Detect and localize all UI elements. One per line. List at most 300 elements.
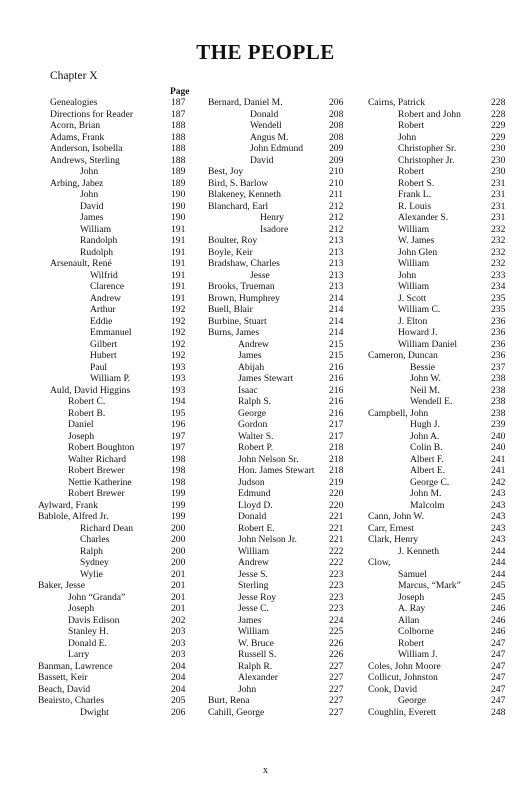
entry-name: J. Scott [398, 292, 427, 304]
entry-name: Banman, Lawrence [38, 660, 113, 672]
index-entry [38, 454, 194, 466]
entry-page-number: 221 [329, 511, 344, 522]
entry-name: Malcolm [410, 499, 445, 511]
entry-page-number: 215 [329, 350, 344, 361]
entry-page-number: 229 [491, 120, 506, 131]
entry-page-number: 204 [171, 683, 186, 695]
index-entry [38, 224, 194, 236]
entry-name: Wylie [80, 568, 103, 580]
index-entry [38, 339, 194, 351]
index-entry [208, 247, 348, 259]
entry-name: Genealogies [50, 97, 98, 108]
entry-name: William Daniel [398, 338, 458, 350]
entry-page-number: 234 [491, 281, 506, 292]
entry-name: George C. [410, 476, 450, 488]
entry-page-number: 212 [329, 223, 344, 235]
entry-name: John [80, 166, 99, 177]
entry-name: William J. [398, 649, 438, 660]
entry-page-number: 217 [329, 419, 344, 430]
entry-page-number: 216 [329, 407, 344, 419]
entry-name: Ralph [80, 545, 103, 557]
entry-name: William C. [398, 304, 441, 315]
index-entry [368, 316, 512, 328]
index-column-3 [368, 97, 512, 718]
index-entry [38, 189, 194, 201]
entry-page-number: 240 [491, 442, 506, 453]
entry-page-number: 198 [171, 465, 186, 476]
entry-name: Charles [80, 534, 110, 545]
entry-page-number: 244 [491, 545, 506, 557]
entry-page-number: 221 [329, 534, 344, 545]
index-entry [38, 166, 194, 178]
index-entry [38, 695, 194, 707]
entry-name: Abijah [238, 361, 265, 373]
entry-page-number: 240 [491, 430, 506, 442]
entry-name: Acorn, Brian [50, 120, 101, 131]
index-entry [38, 235, 194, 247]
entry-page-number: 205 [171, 695, 186, 706]
entry-page-number: 216 [329, 384, 344, 396]
index-entry [368, 672, 512, 684]
index-entry [208, 569, 348, 581]
index-entry [38, 258, 194, 270]
entry-page-number: 229 [491, 131, 506, 143]
entry-page-number: 192 [171, 315, 186, 327]
index-entry [208, 442, 348, 454]
index-entry [368, 649, 512, 661]
entry-page-number: 246 [491, 626, 506, 637]
index-entry [208, 339, 348, 351]
index-entry [368, 212, 512, 224]
index-entry [208, 281, 348, 293]
entry-name: Isaac [238, 384, 258, 396]
entry-page-number: 227 [329, 695, 344, 706]
entry-page-number: 228 [491, 108, 506, 120]
entry-page-number: 227 [329, 683, 344, 695]
index-entry [38, 155, 194, 167]
entry-name: James [238, 614, 262, 626]
index-entry [38, 580, 194, 592]
entry-name: Blakeney, Kenneth [208, 189, 281, 200]
entry-name: Andrew [90, 292, 121, 304]
entry-page-number: 210 [329, 166, 344, 177]
entry-page-number: 227 [329, 672, 344, 683]
entry-name: Cahill, George [208, 706, 265, 718]
index-entry [368, 270, 512, 282]
index-entry [208, 212, 348, 224]
index-entry [208, 603, 348, 615]
index-entry [368, 638, 512, 650]
entry-page-number: 235 [491, 304, 506, 315]
entry-name: Jesse [250, 269, 270, 281]
entry-page-number: 206 [171, 706, 186, 718]
index-entry [368, 339, 512, 351]
entry-name: James [238, 350, 262, 361]
index-entry [208, 592, 348, 604]
index-entry [38, 431, 194, 443]
entry-page-number: 245 [491, 580, 506, 591]
entry-page-number: 236 [491, 338, 506, 350]
entry-name: Christopher Jr. [398, 154, 455, 166]
entry-page-number: 233 [491, 269, 506, 281]
entry-page-number: 232 [491, 223, 506, 235]
entry-name: William [80, 223, 112, 235]
index-entry [38, 557, 194, 569]
entry-name: Davis Edison [68, 614, 120, 626]
index-entry [38, 396, 194, 408]
entry-name: Robert Boughton [68, 442, 135, 453]
index-entry [368, 511, 512, 523]
entry-name: Beach, David [38, 683, 91, 695]
index-entry [368, 626, 512, 638]
entry-name: J. Elton [398, 315, 428, 327]
entry-name: William [238, 545, 270, 557]
entry-page-number: 212 [329, 212, 344, 223]
index-entry [208, 684, 348, 696]
entry-name: William P. [90, 373, 131, 384]
entry-name: Cairns, Patrick [368, 97, 426, 108]
index-entry [208, 488, 348, 500]
entry-name: Robert P. [238, 442, 274, 453]
entry-name: James Stewart [238, 373, 294, 384]
entry-page-number: 227 [329, 706, 344, 718]
entry-page-number: 188 [171, 120, 186, 131]
entry-page-number: 239 [491, 419, 506, 430]
index-entry [208, 327, 348, 339]
entry-name: Robert Brewer [68, 465, 125, 476]
entry-page-number: 213 [329, 258, 344, 269]
entry-page-number: 226 [329, 637, 344, 649]
entry-name: Allan [398, 614, 420, 626]
entry-name: Jesse C. [238, 603, 269, 614]
entry-name: Andrews, Sterling [50, 154, 120, 166]
entry-page-number: 191 [171, 292, 186, 304]
index-entry [368, 235, 512, 247]
index-entry [368, 615, 512, 627]
entry-page-number: 238 [491, 384, 506, 396]
entry-page-number: 232 [491, 258, 506, 269]
entry-name: Edmund [238, 488, 271, 499]
entry-page-number: 213 [329, 281, 344, 292]
entry-name: Howard J. [398, 327, 438, 338]
index-entry [368, 408, 512, 420]
entry-page-number: 201 [171, 591, 186, 603]
index-entry [368, 304, 512, 316]
entry-page-number: 197 [171, 430, 186, 442]
index-entry [368, 419, 512, 431]
entry-page-number: 209 [329, 154, 344, 166]
entry-name: Anderson, Isobella [50, 143, 123, 154]
entry-page-number: 191 [171, 223, 186, 235]
entry-name: Collicut, Johnston [368, 672, 438, 683]
entry-page-number: 214 [329, 315, 344, 327]
index-entry [368, 442, 512, 454]
index-entry [38, 143, 194, 155]
entry-name: Stanley H. [68, 626, 109, 637]
entry-page-number: 200 [171, 522, 186, 534]
index-entry [38, 201, 194, 213]
entry-page-number: 228 [491, 97, 506, 108]
entry-name: Colborne [398, 626, 434, 637]
entry-page-number: 208 [329, 108, 344, 120]
index-entry [368, 327, 512, 339]
index-entry [368, 120, 512, 132]
entry-page-number: 204 [171, 672, 186, 683]
index-entry [368, 201, 512, 213]
entry-page-number: 225 [329, 626, 344, 637]
entry-page-number: 210 [329, 177, 344, 189]
entry-name: Wendell E. [410, 396, 453, 407]
entry-name: Andrew [238, 338, 269, 350]
entry-page-number: 243 [491, 488, 506, 499]
entry-page-number: 216 [329, 373, 344, 384]
entry-page-number: 244 [491, 557, 506, 568]
entry-name: Clark, Henry [368, 534, 419, 545]
entry-page-number: 237 [491, 361, 506, 373]
entry-page-number: 195 [171, 407, 186, 419]
index-entry [38, 385, 194, 397]
index-entry [38, 523, 194, 535]
entry-name: W. James [398, 235, 435, 246]
entry-name: Emmanuel [90, 327, 132, 338]
entry-name: Burt, Rena [208, 695, 250, 706]
index-entry [368, 189, 512, 201]
entry-name: Marcus, “Mark” [398, 580, 461, 591]
entry-page-number: 206 [329, 97, 344, 108]
entry-page-number: 199 [171, 511, 186, 522]
index-entry [38, 672, 194, 684]
index-entry [38, 465, 194, 477]
entry-name: Alexander [238, 672, 278, 683]
entry-page-number: 248 [491, 706, 506, 718]
entry-page-number: 208 [329, 120, 344, 131]
index-entry [208, 120, 348, 132]
index-entry [208, 373, 348, 385]
index-entry [208, 132, 348, 144]
index-entry [368, 431, 512, 443]
entry-name: Buell, Blair [208, 304, 253, 315]
entry-page-number: 201 [171, 568, 186, 580]
entry-name: Boyle, Keir [208, 246, 253, 258]
entry-page-number: 220 [329, 488, 344, 499]
entry-name: Walter Richard [68, 453, 127, 465]
index-entry [208, 189, 348, 201]
entry-page-number: 238 [491, 373, 506, 384]
entry-name: David [80, 200, 104, 212]
entry-page-number: 213 [329, 235, 344, 246]
index-entry [208, 166, 348, 178]
entry-name: Donald [238, 511, 267, 522]
index-entry [208, 143, 348, 155]
entry-name: Jesse Roy [238, 591, 277, 603]
entry-page-number: 236 [491, 350, 506, 361]
entry-page-number: 190 [171, 212, 186, 223]
entry-page-number: 198 [171, 453, 186, 465]
entry-name: Judson [238, 476, 265, 488]
entry-name: Joseph [68, 430, 95, 442]
entry-name: Bird, S. Barlow [208, 177, 269, 189]
index-entry [368, 580, 512, 592]
index-entry [38, 316, 194, 328]
index-entry [208, 419, 348, 431]
index-entry [208, 270, 348, 282]
index-entry [368, 592, 512, 604]
index-entry [38, 615, 194, 627]
entry-page-number: 190 [171, 200, 186, 212]
entry-name: Gilbert [90, 338, 118, 350]
index-entry [38, 569, 194, 581]
index-entry [208, 546, 348, 558]
entry-name: Coughlin, Everett [368, 706, 437, 718]
index-entry [208, 477, 348, 489]
entry-name: Clarence [90, 281, 125, 292]
chapter-heading: Chapter X [50, 70, 98, 82]
entry-page-number: 201 [171, 580, 186, 591]
entry-name: Carr, Ernest [368, 522, 414, 534]
entry-name: Joseph [68, 603, 95, 614]
entry-name: Richard Dean [80, 522, 134, 534]
entry-name: William [398, 281, 430, 292]
index-entry [38, 707, 194, 719]
entry-page-number: 200 [171, 534, 186, 545]
entry-name: Coles, John Moore [368, 660, 441, 672]
entry-name: Directions for Reader [50, 108, 134, 120]
index-column-2 [208, 97, 348, 718]
entry-name: Walter S. [238, 430, 274, 442]
entry-page-number: 247 [491, 683, 506, 695]
index-entry [208, 235, 348, 247]
entry-name: Samuel [398, 568, 427, 580]
entry-name: John [398, 131, 417, 143]
entry-page-number: 238 [491, 396, 506, 407]
entry-name: Arsenault, René [50, 258, 112, 269]
entry-name: Auld, David Higgins [50, 384, 131, 396]
entry-name: Donald [250, 108, 279, 120]
entry-page-number: 243 [491, 534, 506, 545]
index-entry [368, 178, 512, 190]
entry-name: Robert Brewer [68, 488, 125, 499]
index-entry [38, 109, 194, 121]
entry-name: Dwight [80, 706, 109, 718]
index-entry [208, 649, 348, 661]
entry-page-number: 215 [329, 338, 344, 350]
entry-name: William [238, 626, 270, 637]
entry-page-number: 220 [329, 499, 344, 511]
entry-page-number: 241 [491, 465, 506, 476]
index-entry [368, 109, 512, 121]
entry-name: Angus M. [250, 131, 289, 143]
entry-name: Cann, John W. [368, 511, 424, 522]
page-title: THE PEOPLE [196, 40, 335, 64]
entry-name: Alexander S. [398, 212, 449, 223]
entry-name: James [80, 212, 104, 223]
index-entry [38, 327, 194, 339]
index-entry [208, 316, 348, 328]
entry-page-number: 214 [329, 327, 344, 338]
entry-page-number: 200 [171, 545, 186, 557]
index-entry [368, 143, 512, 155]
entry-page-number: 232 [491, 235, 506, 246]
index-entry [368, 707, 512, 719]
entry-page-number: 208 [329, 131, 344, 143]
index-entry [368, 488, 512, 500]
entry-name: George [238, 407, 267, 419]
entry-page-number: 203 [171, 637, 186, 649]
entry-page-number: 202 [171, 614, 186, 626]
index-entry [38, 247, 194, 259]
entry-page-number: 201 [171, 603, 186, 614]
index-entry [208, 454, 348, 466]
index-entry [368, 396, 512, 408]
entry-name: Beairsto, Charles [38, 695, 105, 706]
index-entry [208, 293, 348, 305]
entry-page-number: 213 [329, 246, 344, 258]
index-entry [368, 362, 512, 374]
entry-name: Eddie [90, 315, 113, 327]
entry-page-number: 198 [171, 476, 186, 488]
entry-name: George [398, 695, 427, 706]
index-column-1 [38, 97, 194, 718]
entry-name: Jesse S. [238, 568, 268, 580]
index-entry [208, 431, 348, 443]
entry-page-number: 189 [171, 177, 186, 189]
index-entry [38, 362, 194, 374]
index-entry [38, 488, 194, 500]
index-entry [368, 155, 512, 167]
entry-name: Arbing, Jabez [50, 177, 104, 189]
entry-page-number: 247 [491, 695, 506, 706]
entry-name: John M. [410, 488, 442, 499]
entry-page-number: 191 [171, 281, 186, 292]
entry-name: Boulter, Roy [208, 235, 258, 246]
entry-name: John Nelson Sr. [238, 453, 299, 465]
index-entry [38, 500, 194, 512]
entry-page-number: 191 [171, 235, 186, 246]
index-entry [38, 638, 194, 650]
index-entry [208, 350, 348, 362]
entry-name: Robert [398, 637, 425, 649]
entry-name: David [250, 154, 274, 166]
index-entry [368, 477, 512, 489]
index-entry [208, 362, 348, 374]
index-entry [208, 396, 348, 408]
entry-page-number: 235 [491, 292, 506, 304]
entry-page-number: 232 [491, 246, 506, 258]
index-entry [208, 672, 348, 684]
entry-page-number: 226 [329, 649, 344, 660]
entry-name: Bassett, Keir [38, 672, 88, 683]
index-entry [368, 603, 512, 615]
entry-name: John Nelson Jr. [238, 534, 297, 545]
index-entry [38, 408, 194, 420]
entry-name: John [238, 683, 257, 695]
entry-page-number: 244 [491, 568, 506, 580]
entry-page-number: 218 [329, 442, 344, 453]
index-entry [38, 304, 194, 316]
entry-page-number: 230 [491, 154, 506, 166]
entry-page-number: 247 [491, 637, 506, 649]
entry-page-number: 242 [491, 476, 506, 488]
entry-page-number: 191 [171, 246, 186, 258]
index-entry [38, 626, 194, 638]
index-entry [38, 270, 194, 282]
entry-name: Ralph S. [238, 396, 272, 407]
entry-name: Neil M. [410, 384, 440, 396]
entry-page-number: 243 [491, 511, 506, 522]
entry-name: Robert [398, 166, 425, 177]
entry-page-number: 227 [329, 660, 344, 672]
index-entry [38, 603, 194, 615]
